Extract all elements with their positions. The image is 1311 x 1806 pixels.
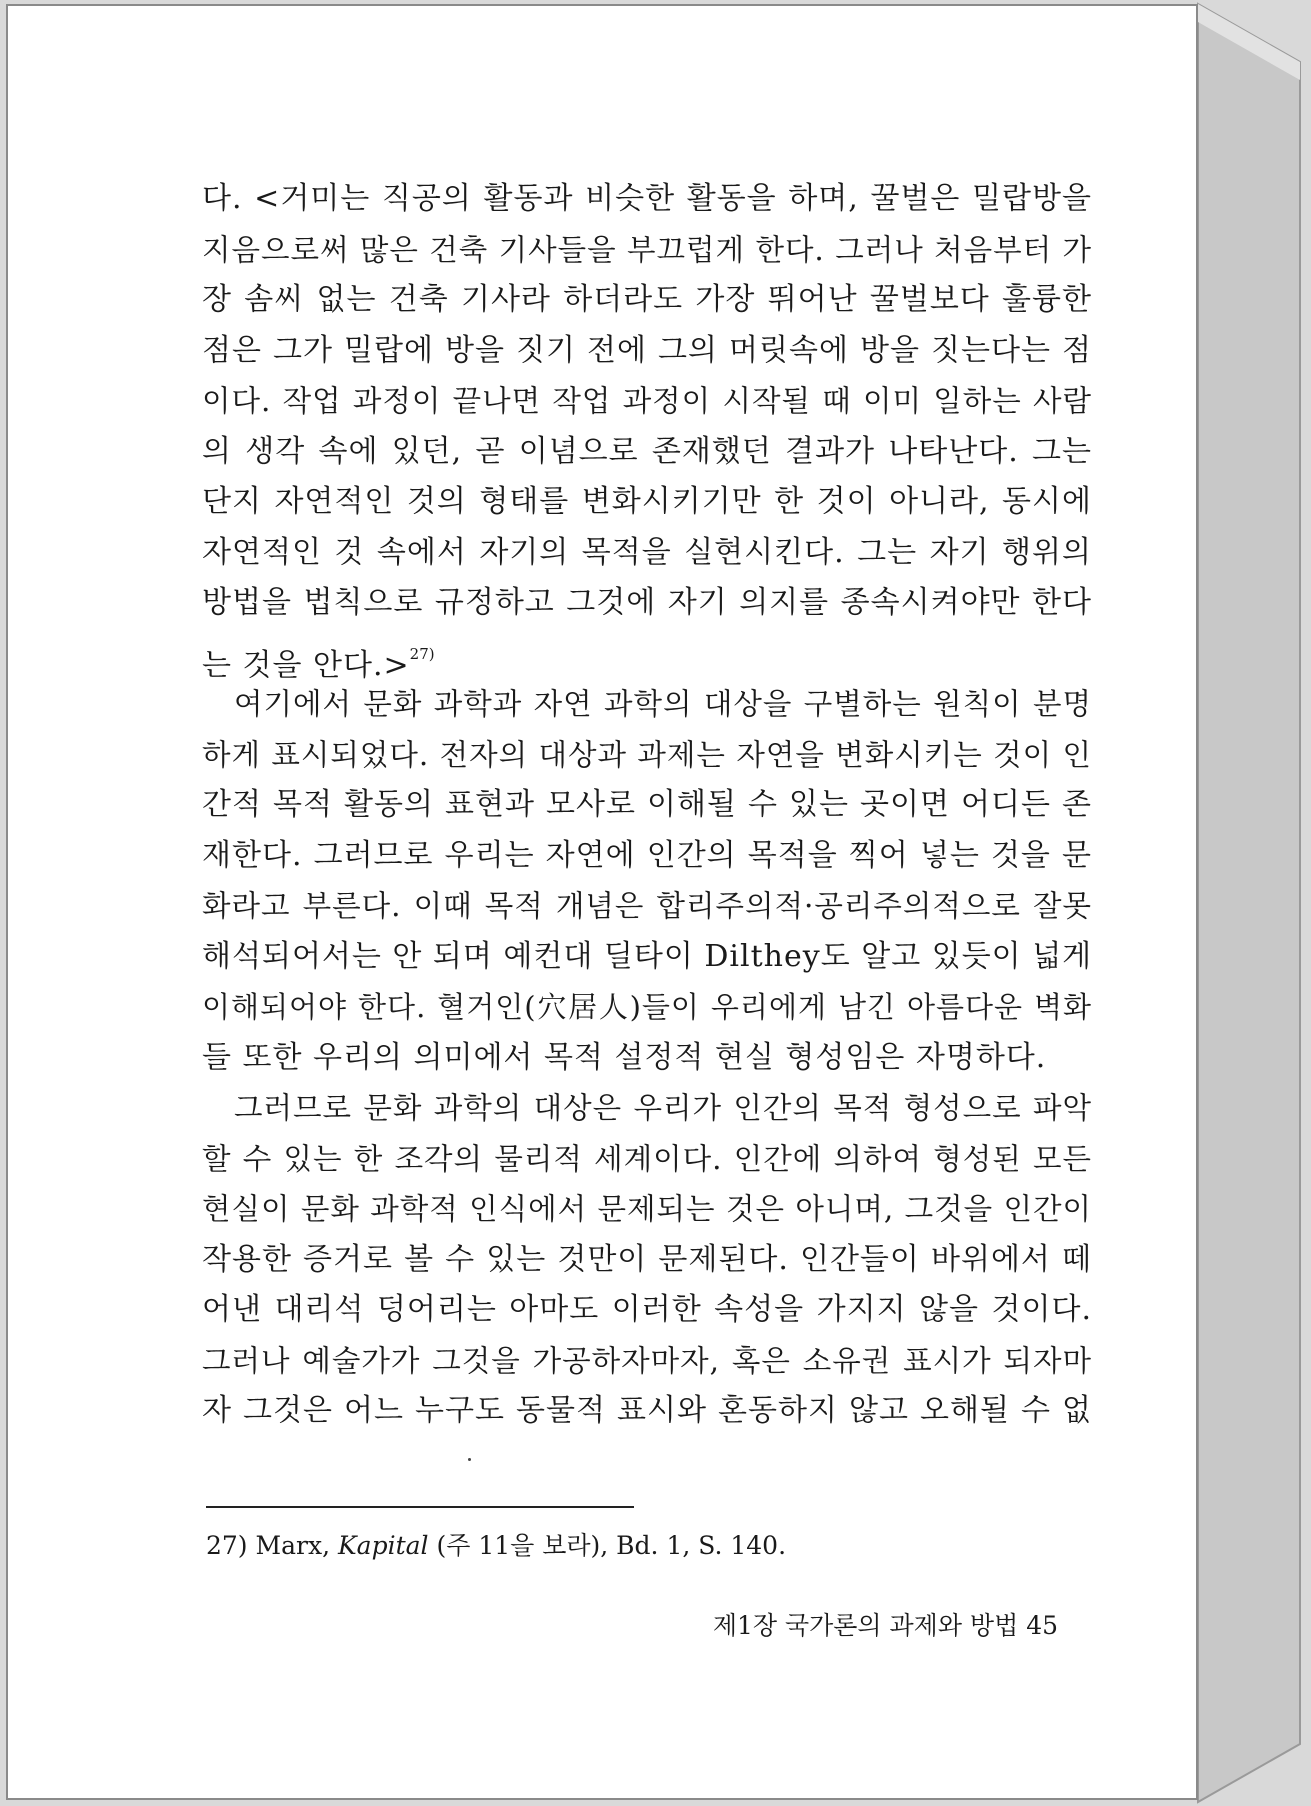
text-line: 현실이 문화 과학적 인식에서 문제되는 것은 아니며, 그것을 인간이 <box>202 1192 1092 1226</box>
text-line: 이해되어야 한다. 혈거인(穴居人)들이 우리에게 남긴 아름다운 벽화 <box>202 990 1092 1024</box>
footnote-reference[interactable]: 27) <box>409 644 435 663</box>
text-line: 해석되어서는 안 되며 예컨대 딜타이 Dilthey도 알고 있듯이 넓게 <box>202 938 1093 974</box>
text-line: 그러나 예술가가 그것을 가공하자마자, 혹은 소유권 표시가 되자마 <box>202 1343 1092 1378</box>
page-number: 45 <box>1026 1611 1058 1640</box>
text-line: 할 수 있는 한 조각의 물리적 세계이다. 인간에 의하여 형성된 모든 <box>202 1141 1092 1176</box>
chapter-label: 제1장 <box>712 1611 778 1640</box>
text-line: 다. <거미는 직공의 활동과 비슷한 활동을 하며, 꿀벌은 밀랍방을 <box>202 181 1092 216</box>
footnote-title: Kapital <box>337 1531 429 1560</box>
footnote-divider <box>206 1506 634 1508</box>
book-page <box>6 4 1198 1800</box>
text-line: 장 솜씨 없는 건축 기사라 하더라도 가장 뛰어난 꿀벌보다 훌륭한 <box>202 282 1092 317</box>
chapter-title: 국가론의 과제와 방법 <box>784 1611 1019 1640</box>
speck <box>468 1458 471 1461</box>
text-line: 간적 목적 활동의 표현과 모사로 이해될 수 있는 곳이면 어디든 존 <box>202 787 1092 822</box>
footnote-citation: (주 11을 보라), Bd. 1, S. 140. <box>436 1531 787 1560</box>
text-line: 의 생각 속에 있던, 곧 이념으로 존재했던 결과가 나타난다. 그는 <box>202 433 1092 469</box>
footnote-number: 27) <box>206 1531 248 1560</box>
footnote <box>206 1526 1086 1562</box>
text-line: 자연적인 것 속에서 자기의 목적을 실현시킨다. 그는 자기 행위의 <box>202 534 1092 570</box>
text-line: 어낸 대리석 덩어리는 아마도 이러한 속성을 가지지 않을 것이다. <box>202 1292 1092 1327</box>
text-line: 들 또한 우리의 의미에서 목적 설정적 현실 형성임은 자명하다. <box>202 1039 1047 1075</box>
text-line: 자 그것은 어느 누구도 동물적 표시와 혼동하지 않고 오해될 수 없 <box>202 1393 1092 1428</box>
text-line: 재한다. 그러므로 우리는 자연에 인간의 목적을 찍어 넣는 것을 문 <box>202 837 1092 873</box>
text-line <box>202 629 1092 683</box>
quote-end: 는 것을 안다.> <box>202 647 410 683</box>
body-text <box>202 174 1092 1437</box>
text-line: 점은 그가 밀랍에 방을 짓기 전에 그의 머릿속에 방을 짓는다는 점 <box>202 332 1092 368</box>
text-line: 방법을 법칙으로 규정하고 그것에 자기 의지를 종속시켜야만 한다 <box>202 585 1092 620</box>
paragraph-first-line: 여기에서 문화 과학과 자연 과학의 대상을 구별하는 원칙이 분명 <box>234 687 1092 721</box>
text-line: 화라고 부른다. 이때 목적 개념은 합리주의적·공리주의적으로 잘못 <box>202 889 1092 923</box>
text-line: 이다. 작업 과정이 끝나면 작업 과정이 시작될 때 이미 일하는 사람 <box>202 384 1092 418</box>
paragraph-first-line: 그러므로 문화 과학의 대상은 우리가 인간의 목적 형성으로 파악 <box>234 1091 1092 1125</box>
text-line: 지음으로써 많은 건축 기사들을 부끄럽게 한다. 그러나 처음부터 가 <box>202 232 1092 267</box>
text-line: 단지 자연적인 것의 형태를 변화시키기만 한 것이 아니라, 동시에 <box>202 484 1092 519</box>
footnote-author: Marx, <box>255 1531 331 1560</box>
text-line: 하게 표시되었다. 전자의 대상과 과제는 자연을 변화시키는 것이 인 <box>202 737 1092 772</box>
text-line: 작용한 증거로 볼 수 있는 것만이 문제된다. 인간들이 바위에서 떼 <box>202 1241 1092 1277</box>
running-footer <box>628 1606 1058 1642</box>
